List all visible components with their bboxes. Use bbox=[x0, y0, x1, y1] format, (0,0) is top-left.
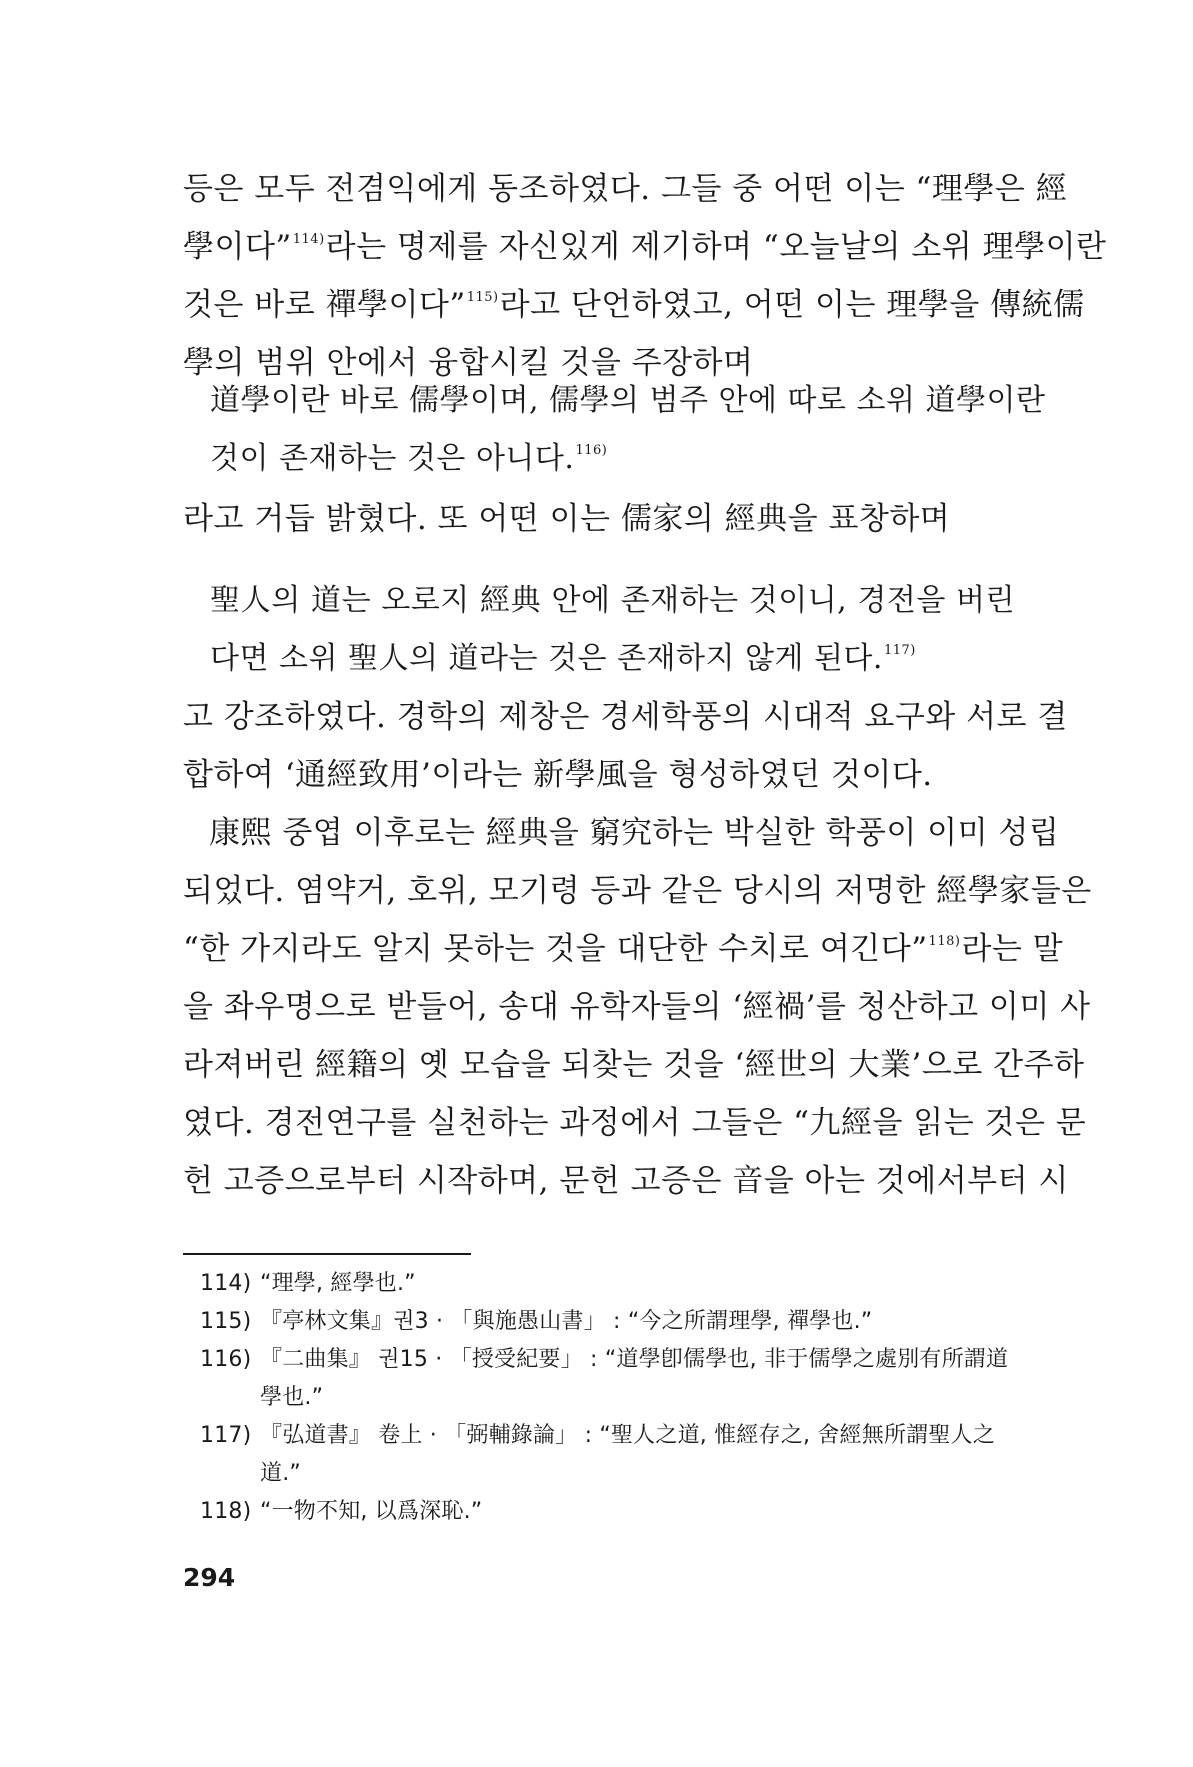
block-quote-1 bbox=[210, 372, 1046, 488]
footnote-ref-114: 114) bbox=[292, 232, 325, 247]
quote-line: 道學이란 바로 儒學이며, 儒學의 범주 안에 따로 소위 道學이란 bbox=[210, 383, 1046, 418]
footnote-number: 115) bbox=[200, 1309, 252, 1334]
text-segment: 다면 소위 聖人의 道라는 것은 존재하지 않게 된다. bbox=[210, 641, 883, 676]
text-line: 였다. 경전연구를 실천하는 과정에서 그들은 “九經을 읽는 것은 문 bbox=[183, 1105, 1087, 1141]
text-line: 되었다. 염약거, 호위, 모기령 등과 같은 당시의 저명한 經學家들은 bbox=[183, 873, 1092, 909]
text-segment: “한 가지라도 알지 못하는 것을 대단한 수치로 여긴다” bbox=[183, 931, 928, 967]
footnote-continuation: 學也.” bbox=[260, 1385, 324, 1410]
footnote-number: 114) bbox=[200, 1271, 252, 1296]
text-segment: 學이다” bbox=[183, 229, 292, 265]
quote-line bbox=[210, 630, 1015, 688]
text-line: 헌 고증으로부터 시작하며, 문헌 고증은 音을 아는 것에서부터 시 bbox=[183, 1163, 1069, 1199]
quote-line: 聖人의 道는 오로지 經典 안에 존재하는 것이니, 경전을 버린 bbox=[210, 583, 1015, 618]
footnote-number: 118) bbox=[200, 1499, 252, 1524]
text-segment: 것은 바로 禪學이다” bbox=[183, 287, 466, 323]
footnote-text: “一物不知, 以爲深恥.” bbox=[260, 1499, 483, 1524]
paragraph-2 bbox=[183, 490, 1043, 548]
text-line bbox=[183, 218, 1107, 276]
footnote-text: 『亭林文集』권3 · 「與施愚山書」 : “今之所謂理學, 禪學也.” bbox=[260, 1309, 873, 1334]
text-line: 라고 거듭 밝혔다. 또 어떤 이는 儒家의 經典을 표창하며 bbox=[183, 501, 951, 537]
text-line: 라져버린 經籍의 옛 모습을 되찾는 것을 ‘經世의 大業’으로 간주하 bbox=[183, 1047, 1085, 1083]
text-line: 등은 모두 전겸익에게 동조하였다. 그들 중 어떤 이는 “理學은 經 bbox=[183, 171, 1068, 207]
text-line: 고 강조하였다. 경학의 제창은 경세학풍의 시대적 요구와 서로 결 bbox=[183, 699, 1068, 735]
text-line bbox=[183, 920, 1064, 978]
footnote-continuation: 道.” bbox=[260, 1461, 301, 1486]
text-segment: 것이 존재하는 것은 아니다. bbox=[210, 441, 575, 476]
text-line bbox=[183, 276, 1085, 334]
text-line: 을 좌우명으로 받들어, 송대 유학자들의 ‘經禍’를 청산하고 이미 사 bbox=[183, 989, 1091, 1025]
footnote-text: “理學, 經學也.” bbox=[260, 1271, 416, 1296]
footnotes bbox=[200, 1265, 1045, 1531]
footnote-115 bbox=[200, 1303, 1045, 1341]
footnote-114 bbox=[200, 1265, 1045, 1303]
footnote-number: 116) bbox=[200, 1347, 252, 1372]
text-line: 康熙 중엽 이후로는 經典을 窮究하는 박실한 학풍이 이미 성립 bbox=[209, 815, 1060, 851]
footnote-117 bbox=[200, 1417, 1045, 1455]
paragraph-4 bbox=[183, 804, 1092, 1210]
footnote-118 bbox=[200, 1493, 1045, 1531]
text-segment: 라는 명제를 자신있게 제기하며 “오늘날의 소위 理學이란 bbox=[325, 229, 1107, 265]
footnote-ref-117: 117) bbox=[883, 643, 916, 658]
footnote-text: 『弘道書』 卷上 · 「弼輔錄論」 : “聖人之道, 惟經存之, 舍經無所謂聖人之 bbox=[260, 1423, 995, 1448]
footnote-ref-118: 118) bbox=[928, 934, 961, 949]
paragraph-3 bbox=[183, 688, 1068, 804]
footnote-ref-115: 115) bbox=[466, 290, 499, 305]
quote-line bbox=[210, 430, 1015, 488]
footnote-divider bbox=[183, 1253, 471, 1255]
footnote-116 bbox=[200, 1341, 1045, 1379]
text-segment: 라고 단언하였고, 어떤 이는 理學을 傳統儒 bbox=[499, 287, 1085, 323]
page-number: 294 bbox=[183, 1563, 236, 1592]
text-line: 學의 범위 안에서 융합시킬 것을 주장하며 bbox=[183, 345, 754, 381]
footnote-number: 117) bbox=[200, 1423, 252, 1448]
paragraph-1 bbox=[183, 160, 1107, 392]
block-quote-2 bbox=[210, 572, 1015, 688]
text-segment: 라는 말 bbox=[961, 931, 1064, 967]
footnote-ref-116: 116) bbox=[575, 443, 608, 458]
footnote-text: 『二曲集』 권15 · 「授受紀要」 : “道學卽儒學也, 非于儒學之處別有所謂道 bbox=[260, 1347, 1009, 1372]
text-line: 합하여 ‘通經致用’이라는 新學風을 형성하였던 것이다. bbox=[183, 757, 933, 793]
